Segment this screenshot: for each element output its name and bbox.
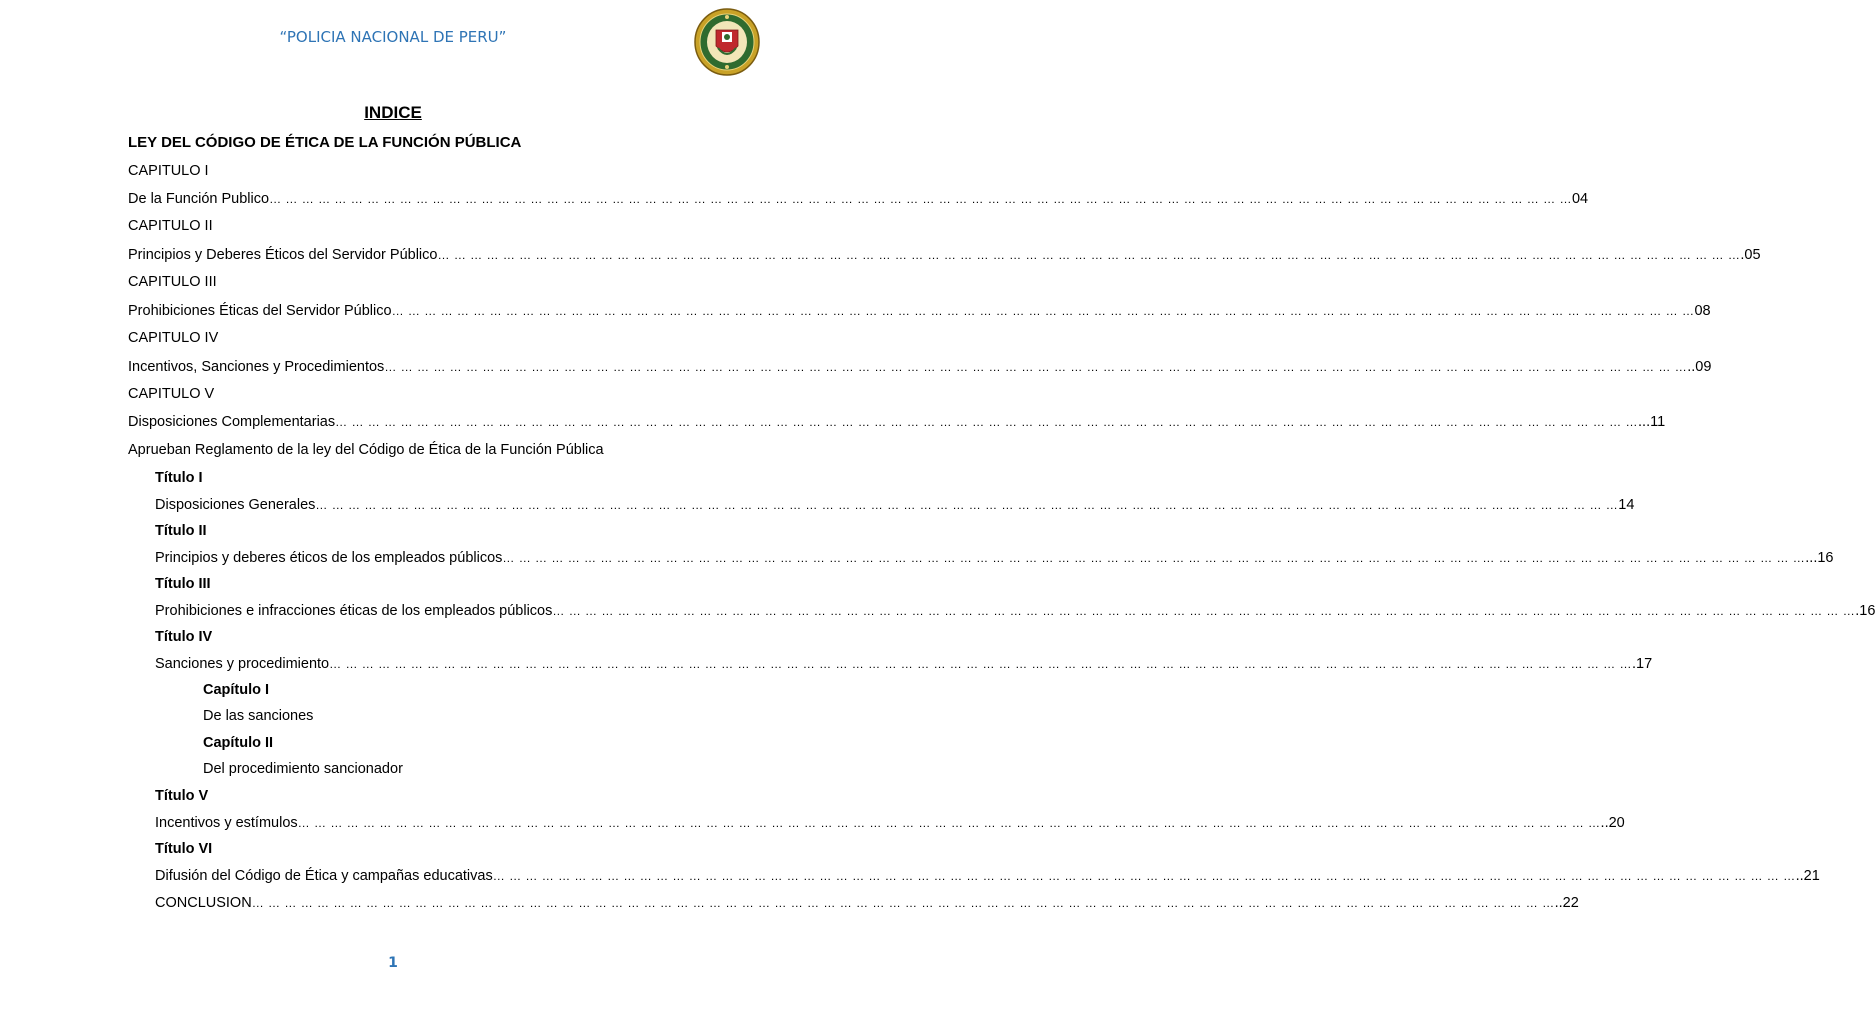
toc-entry-label: Prohibiciones Éticas del Servidor Público <box>128 303 392 319</box>
section-label: CAPITULO II <box>128 218 213 234</box>
section-heading: Título II <box>155 523 207 539</box>
toc-entry-page: ...16 <box>1805 550 1834 566</box>
dot-leader: … … … … … … … … … … … … … … … … … … … … … … … … … … … … … … … … … … … … … … … … … … … … … … … … … … … … … … … … … … … … … … … … … … … … … … … … … … … … … … … … <box>492 869 1796 883</box>
law-title: LEY DEL CÓDIGO DE ÉTICA DE LA FUNCIÓN PÚBLICA <box>128 134 522 151</box>
toc-entry-label: Sanciones y procedimiento <box>155 656 330 672</box>
toc-entry <box>155 867 1820 885</box>
toc-entry <box>128 358 1712 376</box>
toc-entry-page: .05 <box>1740 247 1761 263</box>
dot-leader: … … … … … … … … … … … … … … … … … … … … … … … … … … … … … … … … … … … … … … … … … … … … … … … … … … … … … … … … … … … … … … … … … … … … … … … … … … … … … … … … <box>502 551 1806 565</box>
toc-entry-label: Disposiciones Generales <box>155 497 316 513</box>
toc-entry-page: .17 <box>1632 656 1653 672</box>
toc-entry <box>128 302 1711 320</box>
toc-entry <box>128 190 1589 208</box>
dot-leader: … … … … … … … … … … … … … … … … … … … … … … … … … … … … … … … … … … … … … … … … … … … … … … … … … … … … … … … … … … … … … … … … … … … … … … … … … … … … … … … … <box>315 498 1619 512</box>
toc-entry <box>155 496 1635 514</box>
toc-entry-label: Principios y deberes éticos de los empleados públicos <box>155 550 503 566</box>
toc-entry <box>155 602 1875 620</box>
section-label: CAPITULO I <box>128 163 209 179</box>
section-heading: Título I <box>155 470 203 486</box>
toc-entry <box>155 549 1834 567</box>
toc-entry-page: ..22 <box>1554 895 1579 911</box>
toc-entry-page: 08 <box>1694 303 1711 319</box>
toc-entry-label: Disposiciones Complementarias <box>128 414 336 430</box>
toc-entry-label: De la Función Publico <box>128 191 270 207</box>
section-label: CAPITULO III <box>128 274 217 290</box>
dot-leader: … … … … … … … … … … … … … … … … … … … … … … … … … … … … … … … … … … … … … … … … … … … … … … … … … … … … … … … … … … … … … … … … … … … … … … … … … … … … … … … … <box>251 896 1555 910</box>
section-heading: Capítulo I <box>203 682 270 698</box>
header-title: “POLICIA NACIONAL DE PERU” <box>279 28 507 46</box>
section-label: CAPITULO IV <box>128 330 219 346</box>
toc-entry-page: .16 <box>1855 603 1875 619</box>
toc-entry-label: Principios y Deberes Éticos del Servidor Público <box>128 247 438 263</box>
toc-entry-label: Prohibiciones e infracciones éticas de los empleados públicos <box>155 603 553 619</box>
section-label: Del procedimiento sancionador <box>203 761 403 777</box>
dot-leader: … … … … … … … … … … … … … … … … … … … … … … … … … … … … … … … … … … … … … … … … … … … … … … … … … … … … … … … … … … … … … … … … … … … … … … … … … … … … … … … … <box>391 304 1695 318</box>
section-heading: Capítulo II <box>203 735 274 751</box>
toc-entry-page: 04 <box>1571 191 1589 207</box>
toc-entry-page: ...11 <box>1638 414 1666 430</box>
toc-entry <box>128 246 1761 264</box>
toc-entry <box>155 655 1653 673</box>
section-label: CAPITULO V <box>128 386 215 402</box>
toc-entry-page: ..20 <box>1600 815 1625 831</box>
section-heading: Título IV <box>155 629 213 645</box>
section-label: Aprueban Reglamento de la ley del Código de Ética de la Función Pública <box>128 442 604 458</box>
police-seal-icon <box>694 8 760 76</box>
dot-leader: … … … … … … … … … … … … … … … … … … … … … … … … … … … … … … … … … … … … … … … … … … … … … … … … … … … … … … … … … … … … … … … … … … … … … … … … … … … … … … … … <box>552 604 1856 618</box>
dot-leader: … … … … … … … … … … … … … … … … … … … … … … … … … … … … … … … … … … … … … … … … … … … … … … … … … … … … … … … … … … … … … … … … … … … … … … … … … … … … … … … … <box>437 248 1741 262</box>
toc-entry-page: ..09 <box>1687 359 1712 375</box>
toc-entry <box>155 894 1579 912</box>
dot-leader: … … … … … … … … … … … … … … … … … … … … … … … … … … … … … … … … … … … … … … … … … … … … … … … … … … … … … … … … … … … … … … … … … … … … … … … … … … … … … … … … <box>269 192 1572 206</box>
toc-entry <box>128 413 1666 431</box>
dot-leader: … … … … … … … … … … … … … … … … … … … … … … … … … … … … … … … … … … … … … … … … … … … … … … … … … … … … … … … … … … … … … … … … … … … … … … … … … … … … … … … … <box>329 657 1632 671</box>
toc-entry-page: 14 <box>1618 497 1635 513</box>
index-title: INDICE <box>364 103 422 122</box>
dot-leader: … … … … … … … … … … … … … … … … … … … … … … … … … … … … … … … … … … … … … … … … … … … … … … … … … … … … … … … … … … … … … … … … … … … … … … … … … … … … … … … … <box>384 360 1688 374</box>
section-heading: Título III <box>155 576 211 592</box>
toc-entry-label: CONCLUSION <box>155 895 252 911</box>
toc-entry-label: Incentivos, Sanciones y Procedimientos <box>128 359 385 375</box>
page-number: 1 <box>388 955 398 971</box>
dot-leader: … … … … … … … … … … … … … … … … … … … … … … … … … … … … … … … … … … … … … … … … … … … … … … … … … … … … … … … … … … … … … … … … … … … … … … … … … … … … … … … … <box>335 415 1639 429</box>
section-label: De las sanciones <box>203 708 314 724</box>
toc-entry-page: ..21 <box>1795 868 1820 884</box>
dot-leader: … … … … … … … … … … … … … … … … … … … … … … … … … … … … … … … … … … … … … … … … … … … … … … … … … … … … … … … … … … … … … … … … … … … … … … … … … … … … … … … … <box>297 816 1601 830</box>
toc-entry-label: Incentivos y estímulos <box>155 815 298 831</box>
section-heading: Título V <box>155 788 209 804</box>
section-heading: Título VI <box>155 841 213 857</box>
toc-entry <box>155 814 1625 832</box>
toc-entry-label: Difusión del Código de Ética y campañas educativas <box>155 868 493 884</box>
